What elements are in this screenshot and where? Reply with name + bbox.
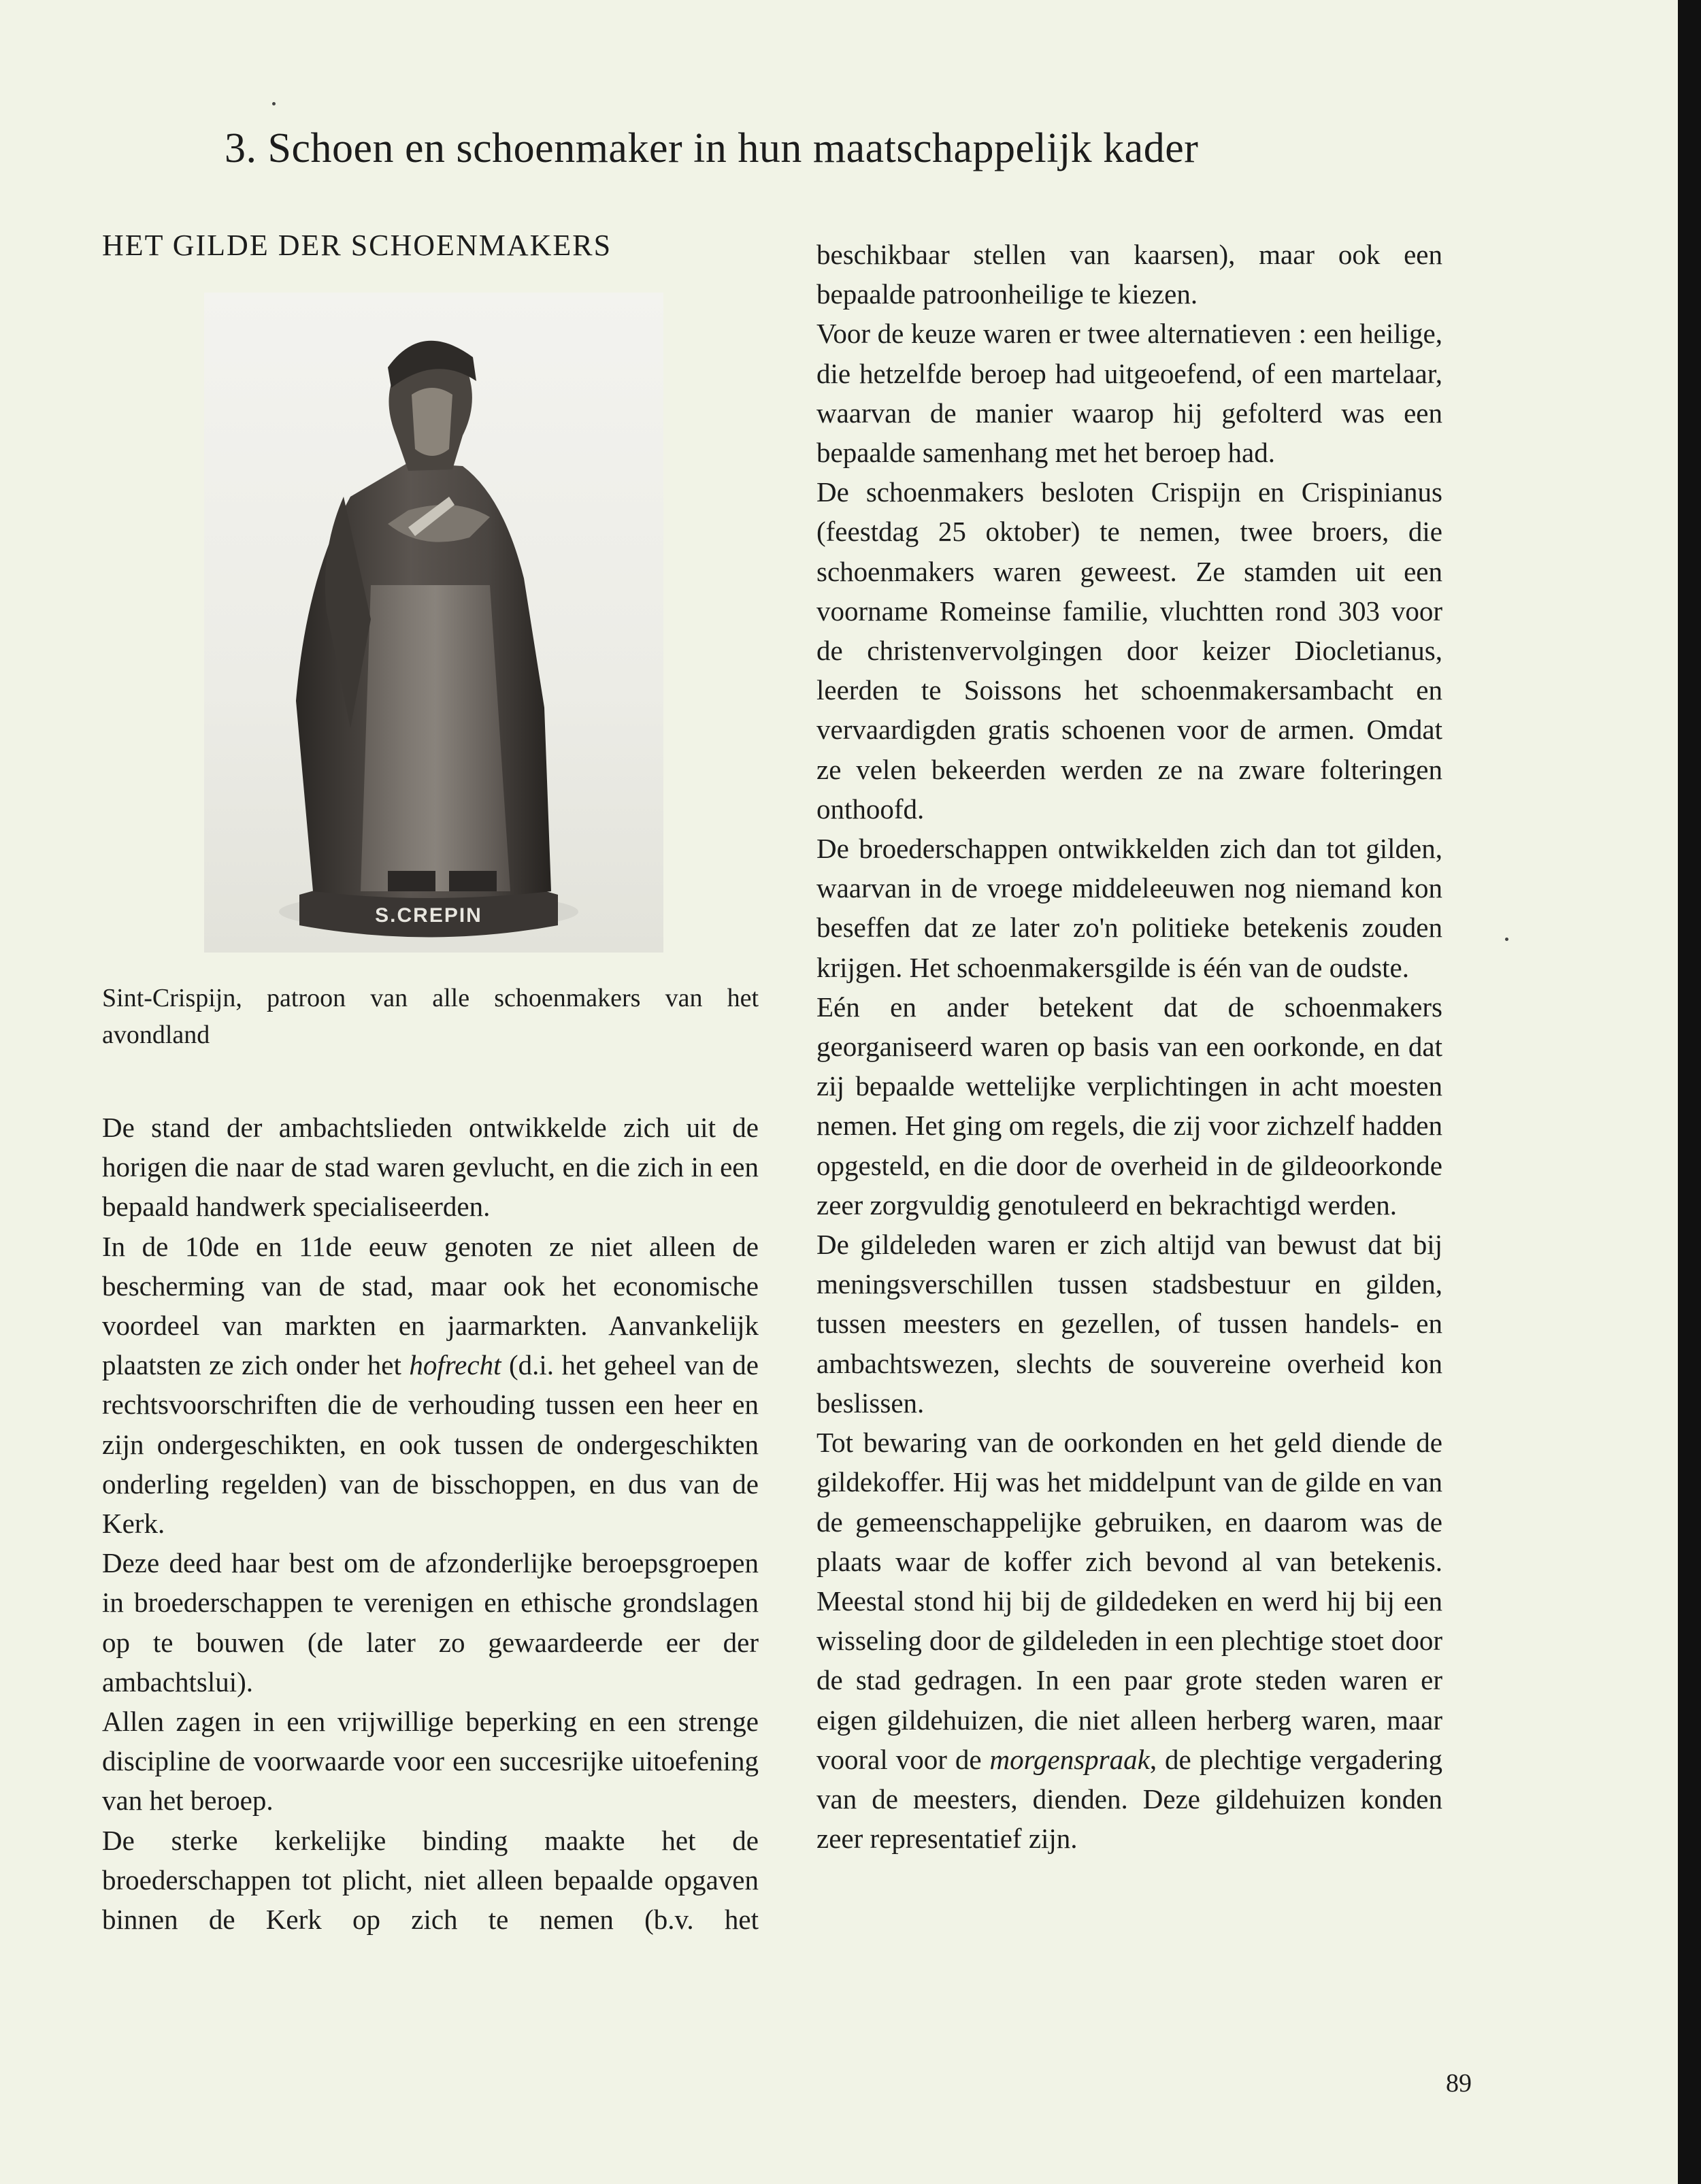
- term-morgenspraak: morgenspraak: [989, 1743, 1150, 1775]
- section-heading: HET GILDE DER SCHOENMAKERS: [102, 229, 612, 262]
- statue-face: [412, 388, 452, 456]
- paragraph: Deze deed haar best om de afzonderlijke beroepsgroepen in broederschappen te verenigen en ethische grondslagen op te bouwen (de later zo gewaardeerde eer der ambachtslui).: [102, 1547, 759, 1698]
- paragraph: Tot bewaring van de oorkonden en het geld diende de gildekoffer. Hij was het middelpunt van de gilde en van de gemeenschappelijke gebruiken, en daarom was de plaats waar de koffer zich bevond al van betekenis. Meestal stond hij bij de gildedeken en werd hij bij een wisseling door de gildeleden in een plechtige stoet door de stad gedragen. In een paar grote steden waren er eigen gildehuizen, die niet alleen herberg waren, maar vooral voor de morgenspraak, de plechtige vergadering van de meesters, dienden. Deze gildehuizen konden zeer representatief zijn.: [816, 1427, 1442, 1855]
- left-text-column: [102, 1108, 759, 1939]
- paragraph: De schoenmakers besloten Crispijn en Crispinianus (feestdag 25 oktober) te nemen, twee broers, die schoenmakers waren geweest. Ze stamden uit een voorname Romeinse familie, vluchtten rond 303 voor de christenvervolgingen door keizer Diocletianus, leerden te Soissons het schoenmakersambacht en vervaardigden gratis schoenen voor de armen. Omdat ze velen bekeerden werden ze na zware folteringen onthoofd.: [816, 476, 1442, 825]
- paragraph: De stand der ambachtslieden ontwikkelde zich uit de horigen die naar de stad waren gevlucht, en die zich in een bepaald handwerk specialiseerden.: [102, 1112, 759, 1223]
- print-speck: [272, 102, 276, 105]
- paragraph: De broederschappen ontwikkelden zich dan tot gilden, waarvan in de vroege middeleeuwen nog niemand kon beseffen dat ze later zo'n politieke betekenis zouden krijgen. Het schoenmakersgilde is één van de oudste.: [816, 833, 1442, 983]
- chapter-title: 3. Schoen en schoenmaker in hun maatschappelijk kader: [225, 125, 1199, 171]
- statue-left-foot: [388, 871, 435, 891]
- saint-crispin-statue-image: [204, 293, 663, 953]
- paragraph: Allen zagen in een vrijwillige beperking en een strenge discipline de voorwaarde voor een succesrijke uitoefening van het beroep.: [102, 1706, 759, 1817]
- paragraph: beschikbaar stellen van kaarsen), maar ook een bepaalde patroonheilige te kiezen.: [816, 239, 1442, 310]
- paragraph: De sterke kerkelijke binding maakte het de broederschappen tot plicht, niet alleen bepaalde opgaven binnen de Kerk op zich te nemen (b.v. het: [102, 1824, 759, 1936]
- page-edge-bar: [1678, 0, 1701, 2184]
- paragraph: De gildeleden waren er zich altijd van bewust dat bij meningsverschillen tussen stadsbestuur en gilden, tussen meesters en gezellen, of tussen handels- en ambachtswezen, slechts de souvereine overheid kon beslissen.: [816, 1229, 1442, 1419]
- paragraph: In de 10de en 11de eeuw genoten ze niet alleen de bescherming van de stad, maar ook het economische voordeel van markten en jaarmarkten. Aanvankelijk plaatsten ze zich onder het hofrecht (d.i. het geheel van de rechtsvoorschriften die de verhouding tussen een heer en zijn ondergeschikten, en ook tussen de ondergeschikten onderling regelden) van de bisschoppen, en dus van de Kerk.: [102, 1230, 759, 1540]
- statue-right-foot: [449, 871, 497, 891]
- figure-caption: Sint-Crispijn, patroon van alle schoenmakers van het avondland: [102, 984, 759, 1049]
- plinth-inscription: S.CREPIN: [375, 904, 482, 927]
- statue-apron: [361, 585, 510, 891]
- paragraph: Voor de keuze waren er twee alternatieven : een heilige, die hetzelfde beroep had uitgeoefend, of een martelaar, waarvan de manier waarop hij gefolterd was een bepaalde samenhang met het beroep had.: [816, 318, 1442, 469]
- term-hofrecht: hofrecht: [409, 1349, 501, 1381]
- print-speck: [1505, 938, 1508, 941]
- right-text-column: [816, 235, 1442, 1858]
- paragraph: Eén en ander betekent dat de schoenmakers georganiseerd waren op basis van een oorkonde, en dat zij bepaalde wettelijke verplichtingen in acht moesten nemen. Het ging om regels, die zij voor zichzelf hadden opgesteld, en die door de overheid in de gildeoorkonde zeer zorgvuldig genotuleerd en bekrachtigd werden.: [816, 991, 1442, 1221]
- page-number: 89: [1446, 2069, 1472, 2098]
- statue-photo: [204, 293, 663, 953]
